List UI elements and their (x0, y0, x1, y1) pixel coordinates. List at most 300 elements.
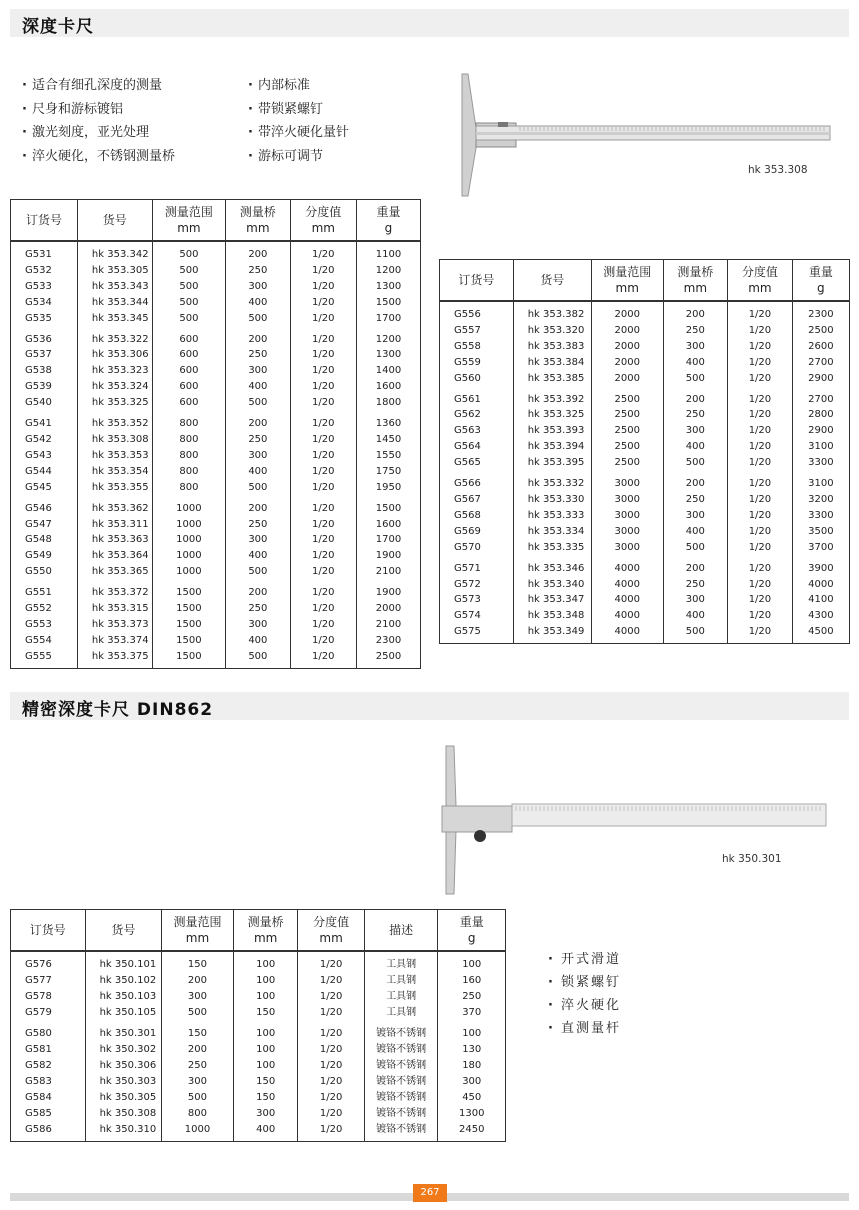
table-cell: 1/20 (290, 395, 356, 411)
table-cell: 1300 (356, 279, 420, 295)
table-cell: 1400 (356, 363, 420, 379)
table-cell: 250 (226, 347, 291, 363)
table-cell: 4000 (591, 624, 663, 643)
table-row (11, 564, 421, 580)
table-cell: 1100 (356, 241, 420, 263)
table-row (11, 464, 421, 480)
table-row (440, 387, 850, 408)
table-cell: G548 (11, 532, 78, 548)
feature-list-left (22, 74, 175, 168)
table-cell: 3700 (792, 540, 849, 556)
column-header-label: 重量 (459, 915, 484, 929)
table-cell: hk 353.374 (77, 633, 152, 649)
table-cell: 3300 (792, 508, 849, 524)
table-cell: 250 (663, 577, 728, 593)
table-cell: 1/20 (290, 548, 356, 564)
table-row (11, 411, 421, 432)
table-cell: G567 (440, 492, 514, 508)
table-row (440, 624, 850, 643)
table-cell: hk 353.320 (513, 323, 591, 339)
table-cell: G541 (11, 411, 78, 432)
table-cell: G534 (11, 295, 78, 311)
feature-list-right (248, 74, 349, 168)
column-header-label: 货号 (111, 923, 136, 937)
table-cell: hk 353.340 (513, 577, 591, 593)
table-cell: 500 (226, 480, 291, 496)
table-cell: 200 (226, 496, 291, 517)
table-cell: 1/20 (290, 601, 356, 617)
table-row (440, 339, 850, 355)
table-cell: hk 350.303 (85, 1074, 162, 1090)
table-row (11, 379, 421, 395)
table-cell: hk 353.392 (513, 387, 591, 408)
table-cell: 300 (226, 448, 291, 464)
table-cell: 2100 (356, 617, 420, 633)
table-cell: G561 (440, 387, 514, 408)
table-cell: 1/20 (298, 1090, 364, 1106)
table-cell: 2500 (591, 455, 663, 471)
table-cell: 500 (226, 564, 291, 580)
table-cell: 2300 (792, 301, 849, 323)
table-cell: 2500 (591, 387, 663, 408)
table-cell: 100 (233, 1042, 298, 1058)
table-cell: hk 353.322 (77, 327, 152, 348)
table-cell: 3100 (792, 439, 849, 455)
table-cell: hk 350.102 (85, 973, 162, 989)
table-cell: 300 (438, 1074, 506, 1090)
column-header (356, 200, 420, 242)
table-row (11, 1090, 506, 1106)
table-cell: 1360 (356, 411, 420, 432)
table-cell: 4000 (591, 577, 663, 593)
table-cell: 3000 (591, 508, 663, 524)
table-row (11, 480, 421, 496)
table-cell: hk 350.103 (85, 989, 162, 1005)
table-cell: hk 353.306 (77, 347, 152, 363)
column-header-unit: g (467, 931, 476, 945)
column-header-label: 订货号 (458, 273, 495, 287)
feature-item: · 淬火硬化，不锈钢测量桥 (22, 145, 175, 169)
table-cell: G571 (440, 556, 514, 577)
column-header-unit: mm (319, 931, 343, 945)
table-row (440, 540, 850, 556)
column-header (85, 910, 162, 952)
table-cell: hk 353.354 (77, 464, 152, 480)
table-row (440, 556, 850, 577)
feature-item: · 带淬火硬化量针 (248, 121, 349, 145)
table-cell: hk 353.346 (513, 556, 591, 577)
table-cell: 500 (226, 395, 291, 411)
table-cell: G573 (440, 592, 514, 608)
table-cell: 1/20 (728, 608, 793, 624)
table-row (440, 592, 850, 608)
feature-item: · 淬火硬化 (548, 994, 621, 1017)
table-cell: 1700 (356, 532, 420, 548)
table-row (11, 363, 421, 379)
column-header (11, 200, 78, 242)
table-cell: 200 (162, 1042, 234, 1058)
table-cell: 1/20 (728, 323, 793, 339)
table-row (11, 1106, 506, 1122)
table-cell: 4000 (591, 556, 663, 577)
table-cell: 1/20 (290, 241, 356, 263)
table-cell: 500 (162, 1005, 234, 1021)
feature-item: · 带锁紧螺钉 (248, 98, 349, 122)
table-cell: 3000 (591, 524, 663, 540)
section-header-depth-caliper (10, 9, 849, 37)
table-cell: 2500 (591, 407, 663, 423)
table-header-row (11, 200, 421, 242)
table-cell: 4000 (792, 577, 849, 593)
column-header-label: 货号 (102, 213, 127, 227)
table-cell: 1500 (152, 633, 225, 649)
table-cell: G560 (440, 371, 514, 387)
table-cell: 2000 (591, 339, 663, 355)
section-title: 精密深度卡尺 DIN862 (22, 700, 214, 720)
table-cell: G558 (440, 339, 514, 355)
table-cell: G531 (11, 241, 78, 263)
table-cell: 150 (233, 1090, 298, 1106)
table-row (11, 649, 421, 668)
table-cell: G552 (11, 601, 78, 617)
table-cell: G581 (11, 1042, 86, 1058)
table-cell: 400 (226, 295, 291, 311)
table-header-row (11, 910, 506, 952)
table-cell: 1/20 (728, 624, 793, 643)
table-cell: 1/20 (290, 311, 356, 327)
table-cell: 300 (663, 508, 728, 524)
table-cell: G584 (11, 1090, 86, 1106)
column-header (792, 260, 849, 302)
table-cell: 1/20 (290, 617, 356, 633)
table-cell: 1/20 (290, 580, 356, 601)
table-cell: 工具钢 (364, 1005, 438, 1021)
table-row (11, 532, 421, 548)
table-cell: 500 (663, 455, 728, 471)
table-cell: 1/20 (290, 295, 356, 311)
table-cell: G586 (11, 1122, 86, 1142)
table-cell: hk 353.382 (513, 301, 591, 323)
table-cell: hk 350.101 (85, 951, 162, 973)
table-cell: 150 (233, 1074, 298, 1090)
column-header (438, 910, 506, 952)
table-cell: G536 (11, 327, 78, 348)
table-cell: 1/20 (298, 1106, 364, 1122)
table-row (11, 973, 506, 989)
table-cell: 2700 (792, 387, 849, 408)
table-cell: 500 (152, 241, 225, 263)
table-cell: 1750 (356, 464, 420, 480)
column-header (77, 200, 152, 242)
table-cell: G532 (11, 263, 78, 279)
column-header-label: 分度值 (305, 205, 342, 219)
table-cell: 400 (233, 1122, 298, 1142)
table-cell: 4100 (792, 592, 849, 608)
table-cell: 3900 (792, 556, 849, 577)
table-cell: 4300 (792, 608, 849, 624)
section-header-precision-depth-caliper (10, 692, 849, 720)
table-cell: 3500 (792, 524, 849, 540)
table-row (11, 580, 421, 601)
table-cell: hk 353.315 (77, 601, 152, 617)
table-cell: 工具钢 (364, 973, 438, 989)
table-cell: G585 (11, 1106, 86, 1122)
table-cell: 镀铬不锈钢 (364, 1074, 438, 1090)
table-cell: 1/20 (290, 480, 356, 496)
column-header (440, 260, 514, 302)
table-cell: 800 (152, 411, 225, 432)
table-cell: 100 (233, 989, 298, 1005)
table-cell: hk 353.383 (513, 339, 591, 355)
table-cell: hk 350.305 (85, 1090, 162, 1106)
table-cell: G582 (11, 1058, 86, 1074)
table-row (440, 423, 850, 439)
table-cell: G538 (11, 363, 78, 379)
table-cell: 2450 (438, 1122, 506, 1142)
table-cell: hk 353.352 (77, 411, 152, 432)
table-cell: hk 353.384 (513, 355, 591, 371)
table-cell: 200 (663, 556, 728, 577)
table-cell: 400 (226, 379, 291, 395)
column-header-label: 测量范围 (603, 265, 652, 279)
column-header-label: 测量桥 (677, 265, 714, 279)
table-cell: 150 (162, 951, 234, 973)
table-cell: 3000 (591, 492, 663, 508)
table-cell: 400 (663, 439, 728, 455)
table-cell: 2500 (792, 323, 849, 339)
table-cell: G543 (11, 448, 78, 464)
table-cell: hk 353.348 (513, 608, 591, 624)
table-cell: 1950 (356, 480, 420, 496)
table-cell: 200 (663, 301, 728, 323)
table-row (11, 263, 421, 279)
table-cell: hk 353.325 (77, 395, 152, 411)
table-cell: 1/20 (298, 1042, 364, 1058)
table-cell: 180 (438, 1058, 506, 1074)
table-row (440, 471, 850, 492)
table-cell: 1/20 (728, 423, 793, 439)
table-cell: 1/20 (298, 1058, 364, 1074)
table-cell: 1000 (152, 496, 225, 517)
column-header-unit: mm (246, 221, 270, 235)
table-cell: 400 (663, 608, 728, 624)
table-row (11, 517, 421, 533)
table-cell: hk 353.365 (77, 564, 152, 580)
column-header-unit: mm (311, 221, 335, 235)
column-header (728, 260, 793, 302)
column-header-unit: g (817, 281, 825, 295)
table-cell: G554 (11, 633, 78, 649)
table-cell: 250 (226, 601, 291, 617)
table-cell: 800 (162, 1106, 234, 1122)
table-cell: hk 353.355 (77, 480, 152, 496)
table-cell: hk 353.324 (77, 379, 152, 395)
table-cell: hk 353.373 (77, 617, 152, 633)
table-row (440, 508, 850, 524)
table-cell: 300 (226, 363, 291, 379)
table-cell: hk 353.325 (513, 407, 591, 423)
table-cell: 1/20 (298, 1122, 364, 1142)
table-cell: 镀铬不锈钢 (364, 1090, 438, 1106)
table-cell: hk 353.395 (513, 455, 591, 471)
table-row (11, 311, 421, 327)
table-cell: 1000 (152, 532, 225, 548)
column-header-label: 测量范围 (164, 205, 213, 219)
table-cell: hk 350.310 (85, 1122, 162, 1142)
column-header-label: 重量 (808, 265, 833, 279)
table-cell: G549 (11, 548, 78, 564)
table-cell: 250 (226, 517, 291, 533)
table-cell: 2100 (356, 564, 420, 580)
table-cell: 镀铬不锈钢 (364, 1106, 438, 1122)
table-cell: 1500 (152, 649, 225, 668)
table-cell: hk 350.308 (85, 1106, 162, 1122)
table-cell: G579 (11, 1005, 86, 1021)
table-cell: 1/20 (290, 564, 356, 580)
table-cell: 1/20 (728, 577, 793, 593)
table-cell: 150 (162, 1021, 234, 1042)
table-cell: 1/20 (728, 492, 793, 508)
table-row (440, 608, 850, 624)
table-cell: G583 (11, 1074, 86, 1090)
spec-table-left (10, 199, 421, 669)
table-cell: 600 (152, 347, 225, 363)
table-cell: 300 (663, 339, 728, 355)
table-cell: 300 (226, 617, 291, 633)
table-cell: 2000 (356, 601, 420, 617)
table-cell: G535 (11, 311, 78, 327)
table-cell: 1/20 (728, 407, 793, 423)
table-cell: 3000 (591, 540, 663, 556)
table-cell: 1/20 (728, 387, 793, 408)
table-cell: 800 (152, 480, 225, 496)
table-cell: hk 353.323 (77, 363, 152, 379)
table-cell: 1/20 (728, 508, 793, 524)
table-cell: 100 (438, 1021, 506, 1042)
column-header-label: 货号 (540, 273, 565, 287)
table-cell: 工具钢 (364, 989, 438, 1005)
table-cell: G577 (11, 973, 86, 989)
table-cell: 1/20 (290, 464, 356, 480)
table-cell: 3200 (792, 492, 849, 508)
table-cell: 500 (152, 263, 225, 279)
table-cell: G551 (11, 580, 78, 601)
table-row (11, 448, 421, 464)
table-cell: 400 (663, 524, 728, 540)
table-cell: 1900 (356, 580, 420, 601)
page-number: 267 (413, 1184, 447, 1202)
column-header (591, 260, 663, 302)
table-cell: 2000 (591, 301, 663, 323)
table-cell: hk 350.302 (85, 1042, 162, 1058)
table-cell: 1700 (356, 311, 420, 327)
table-cell: G580 (11, 1021, 86, 1042)
table-cell: 1/20 (728, 355, 793, 371)
table-row (440, 455, 850, 471)
table-row (440, 301, 850, 323)
table-row (11, 295, 421, 311)
table-cell: G566 (440, 471, 514, 492)
table-cell: 500 (152, 311, 225, 327)
table-cell: 1500 (152, 601, 225, 617)
table-cell: G556 (440, 301, 514, 323)
table-cell: G578 (11, 989, 86, 1005)
table-cell: 300 (233, 1106, 298, 1122)
column-header-label: 测量桥 (239, 205, 276, 219)
depth-caliper-image (440, 70, 840, 200)
image-caption-350-301: hk 350.301 (722, 853, 782, 865)
table-cell: 2000 (591, 323, 663, 339)
table-row (440, 407, 850, 423)
table-cell: 500 (663, 371, 728, 387)
table-cell: G533 (11, 279, 78, 295)
table-cell: 400 (226, 633, 291, 649)
table-cell: G574 (440, 608, 514, 624)
table-cell: 2500 (591, 439, 663, 455)
table-cell: hk 353.334 (513, 524, 591, 540)
table-row (11, 548, 421, 564)
table-cell: 1/20 (728, 371, 793, 387)
table-cell: 1/20 (298, 1021, 364, 1042)
precision-depth-caliper-image (432, 740, 832, 900)
table-cell: 工具钢 (364, 951, 438, 973)
table-cell: hk 353.353 (77, 448, 152, 464)
table-cell: 2000 (591, 355, 663, 371)
feature-item: · 锁紧螺钉 (548, 971, 621, 994)
table-cell: 250 (226, 263, 291, 279)
feature-item: · 直测量杆 (548, 1017, 621, 1040)
table-cell: 2700 (792, 355, 849, 371)
column-header (162, 910, 234, 952)
table-cell: 1300 (356, 347, 420, 363)
table-row (11, 1042, 506, 1058)
table-cell: 500 (162, 1090, 234, 1106)
table-cell: 1300 (438, 1106, 506, 1122)
table-cell: 100 (233, 1058, 298, 1074)
table-row (11, 496, 421, 517)
table-cell: 4000 (591, 608, 663, 624)
table-cell: 300 (162, 1074, 234, 1090)
column-header-label: 描述 (389, 923, 414, 937)
table-cell: 1/20 (290, 363, 356, 379)
table-cell: hk 353.344 (77, 295, 152, 311)
table-cell: 1000 (152, 548, 225, 564)
column-header-label: 重量 (376, 205, 401, 219)
column-header (233, 910, 298, 952)
table-cell: 1/20 (728, 301, 793, 323)
table-cell: 100 (233, 973, 298, 989)
table-cell: 370 (438, 1005, 506, 1021)
table-cell: 600 (152, 379, 225, 395)
table-cell: 200 (226, 580, 291, 601)
table-cell: 400 (663, 355, 728, 371)
table-cell: 250 (663, 407, 728, 423)
table-cell: 1/20 (728, 455, 793, 471)
table-cell: G540 (11, 395, 78, 411)
column-header (513, 260, 591, 302)
table-cell: G550 (11, 564, 78, 580)
table-row (11, 327, 421, 348)
table-cell: 1600 (356, 379, 420, 395)
table-cell: 2800 (792, 407, 849, 423)
table-cell: G542 (11, 432, 78, 448)
table-cell: 1500 (152, 580, 225, 601)
table-cell: 500 (663, 624, 728, 643)
table-cell: 1/20 (290, 263, 356, 279)
table-row (11, 1058, 506, 1074)
column-header-unit: mm (615, 281, 639, 295)
table-cell: 1/20 (290, 379, 356, 395)
